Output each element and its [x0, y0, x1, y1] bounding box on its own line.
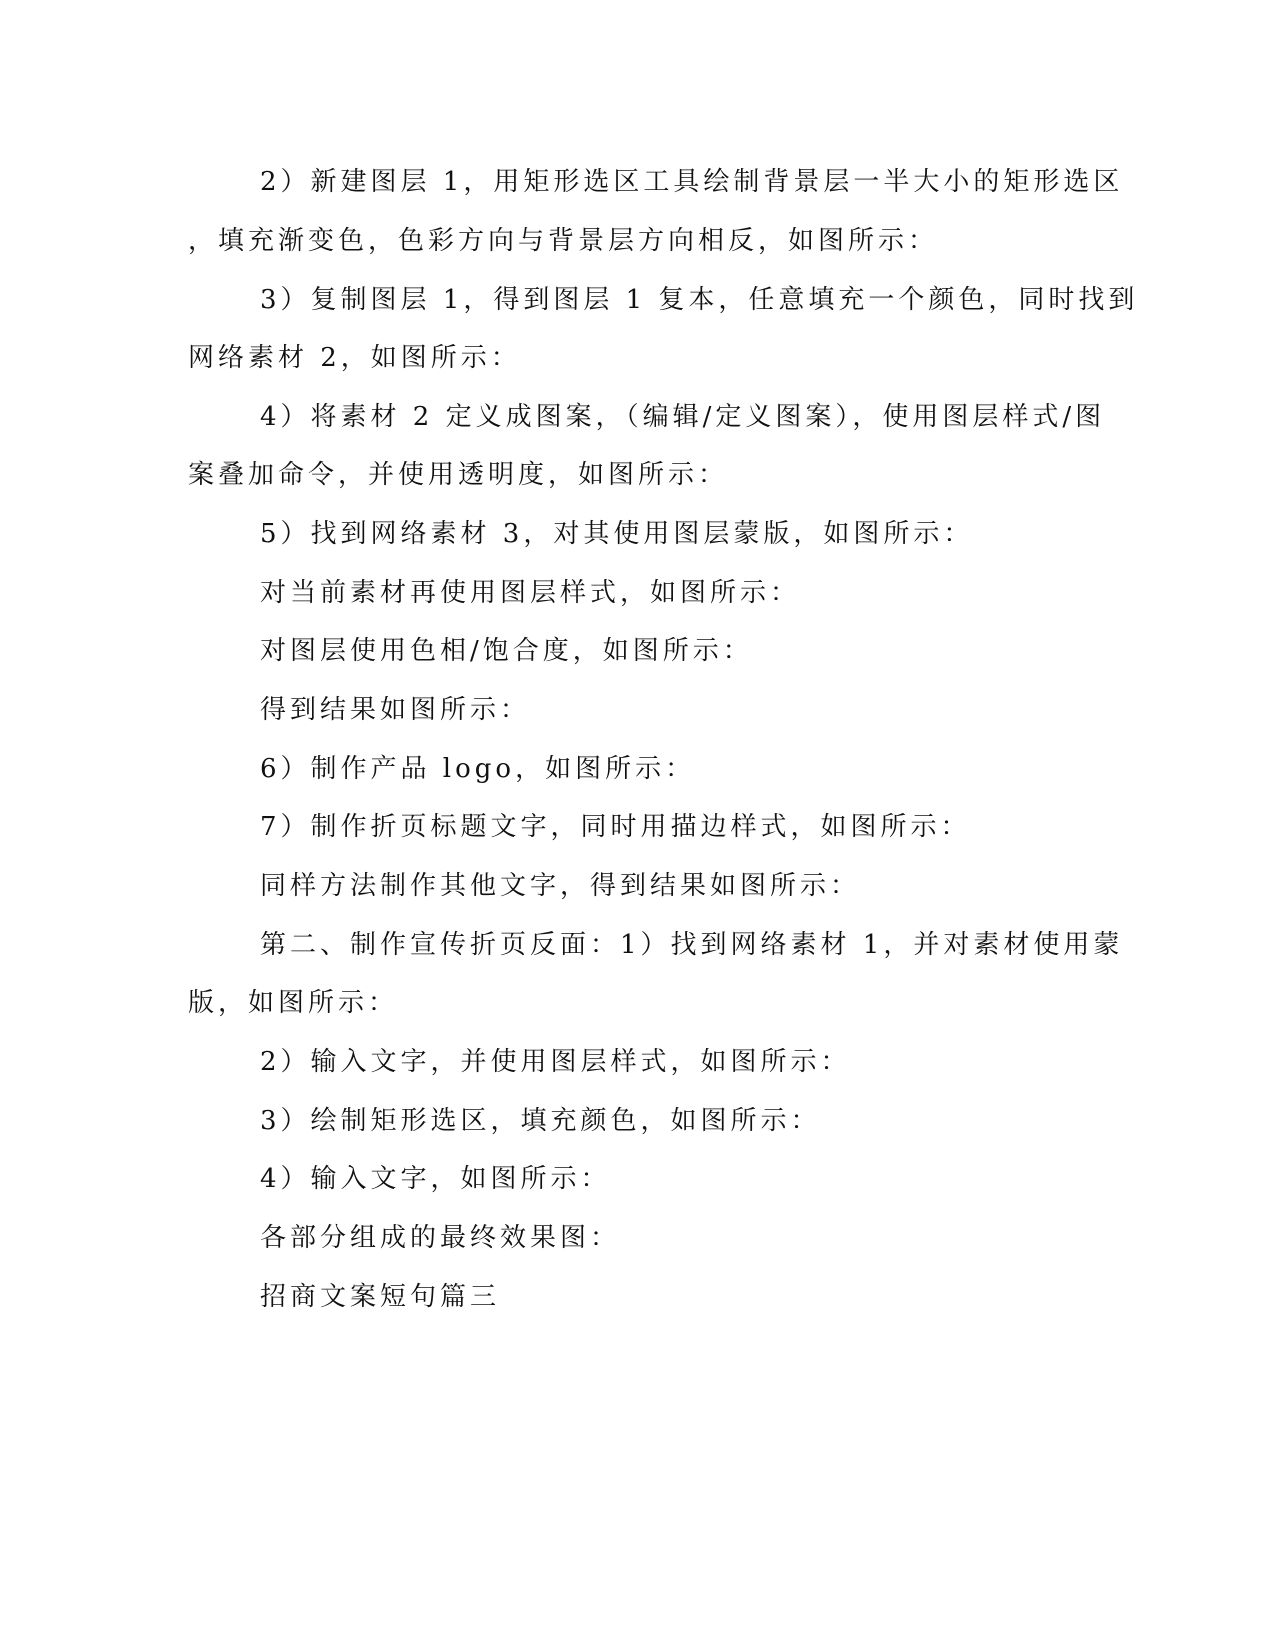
- text-line: 3）绘制矩形选区，填充颜色，如图所示：: [260, 1106, 821, 1136]
- text-line: 4）将素材 2 定义成图案，（编辑/定义图案），使用图层样式/图: [260, 402, 1106, 432]
- text-line: 6）制作产品 logo，如图所示：: [260, 754, 696, 784]
- text-line: 5）找到网络素材 3，对其使用图层蒙版，如图所示：: [260, 519, 974, 549]
- text-line: ，填充渐变色，色彩方向与背景层方向相反，如图所示：: [188, 226, 939, 256]
- text-line: 对图层使用色相/饱合度，如图所示：: [260, 636, 753, 666]
- text-line: 同样方法制作其他文字，得到结果如图所示：: [260, 871, 861, 901]
- text-line: 2）输入文字，并使用图层样式，如图所示：: [260, 1047, 851, 1077]
- text-line: 对当前素材再使用图层样式，如图所示：: [260, 578, 801, 608]
- section-heading: 招商文案短句篇三: [260, 1282, 501, 1312]
- text-line: 2）新建图层 1，用矩形选区工具绘制背景层一半大小的矩形选区: [260, 167, 1124, 197]
- text-line: 得到结果如图所示：: [260, 695, 531, 725]
- text-line: 第二、制作宣传折页反面：1）找到网络素材 1，并对素材使用蒙: [260, 930, 1124, 960]
- text-line: 版，如图所示：: [188, 988, 399, 1018]
- text-line: 案叠加命令，并使用透明度，如图所示：: [188, 460, 729, 490]
- text-line: 4）输入文字，如图所示：: [260, 1164, 611, 1194]
- text-line: 各部分组成的最终效果图：: [260, 1223, 621, 1253]
- text-line: 网络素材 2，如图所示：: [188, 343, 521, 373]
- text-line: 3）复制图层 1，得到图层 1 复本，任意填充一个颜色，同时找到: [260, 285, 1139, 315]
- text-line: 7）制作折页标题文字，同时用描边样式，如图所示：: [260, 812, 971, 842]
